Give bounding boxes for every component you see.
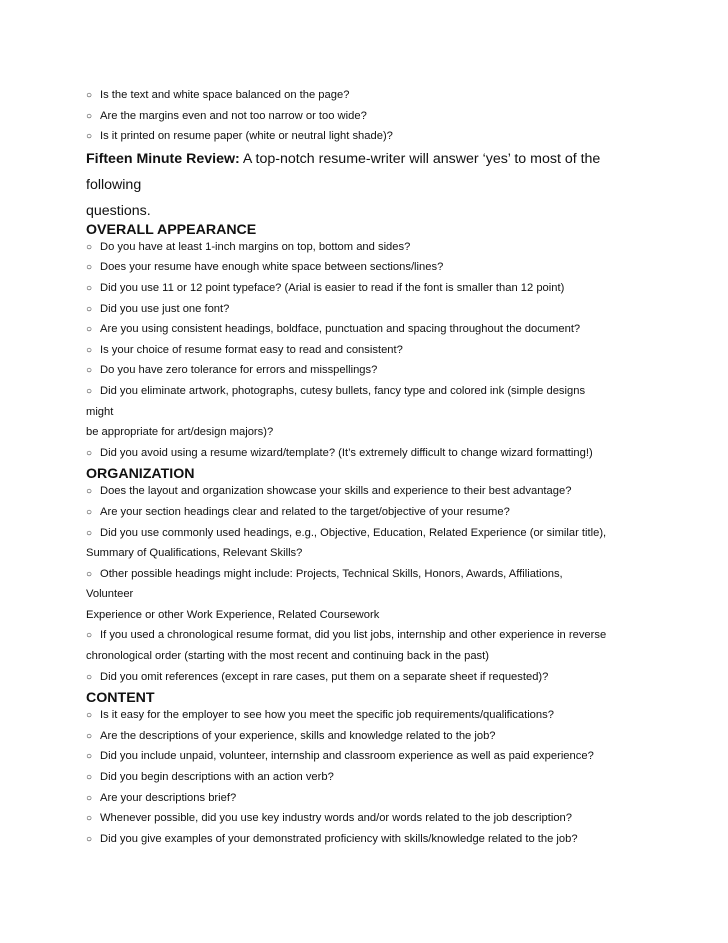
list-item: ○ Did you omit references (except in rare cases, put them on a separate sheet if requested)? <box>86 670 549 683</box>
list-item: ○ If you used a chronological resume format, did you list jobs, internship and other experience in reverse <box>86 629 607 642</box>
bullet-circle-icon: ○ <box>86 90 93 101</box>
bullet-circle-icon: ○ <box>86 486 93 498</box>
bullet-circle-icon: ○ <box>86 710 93 722</box>
bullet-circle-icon: ○ <box>86 813 93 825</box>
list-item: ○ Does the layout and organization showcase your skills and experience to their best advantage? <box>86 485 572 498</box>
review-text-cont: following <box>86 176 142 193</box>
list-item: ○ Are your descriptions brief? <box>86 791 237 804</box>
list-item-continuation: be appropriate for art/design majors)? <box>86 426 274 439</box>
list-item-continuation: chronological order (starting with the most recent and continuing back in the past) <box>86 650 489 663</box>
section-overall-appearance <box>86 222 646 467</box>
list-item-continuation: Summary of Qualifications, Relevant Skills? <box>86 547 303 560</box>
list-item: ○ Did you avoid using a resume wizard/template? (It’s extremely difficult to change wizard formatting!) <box>86 446 593 459</box>
list-item-continuation: might <box>86 405 114 418</box>
bullet-circle-icon: ○ <box>86 671 93 683</box>
bullet-circle-icon: ○ <box>86 527 93 539</box>
list-item: ○ Is your choice of resume format easy to read and consistent? <box>86 343 403 356</box>
bullet-circle-icon: ○ <box>86 833 93 845</box>
bullet-circle-icon: ○ <box>86 324 93 336</box>
bullet-circle-icon: ○ <box>86 262 93 274</box>
bullet-circle-icon: ○ <box>86 131 93 143</box>
list-item: ○ Are you using consistent headings, boldface, punctuation and spacing throughout the document? <box>86 323 581 336</box>
list-item: ○ Are your section headings clear and related to the target/objective of your resume? <box>86 505 510 518</box>
bullet-circle-icon: ○ <box>86 344 93 356</box>
list-item-continuation: Volunteer <box>86 588 134 601</box>
list-item: ○ Did you include unpaid, volunteer, internship and classroom experience as well as paid experience? <box>86 750 594 763</box>
list-item-continuation: Experience or other Work Experience, Related Coursework <box>86 608 380 621</box>
bullet-circle-icon: ○ <box>86 730 93 742</box>
bullet-circle-icon: ○ <box>86 365 93 377</box>
bullet-circle-icon: ○ <box>86 241 93 253</box>
list-item: ○ Whenever possible, did you use key industry words and/or words related to the job description? <box>86 812 572 825</box>
bullet-circle-icon: ○ <box>86 772 93 784</box>
bullet-circle-icon: ○ <box>86 792 93 804</box>
list-item: ○ Did you use 11 or 12 point typeface? (Arial is easier to read if the font is smaller than 12 point) <box>86 281 565 294</box>
review-intro <box>86 150 646 222</box>
section-organization <box>86 466 646 690</box>
list-item: ○ Is the text and white space balanced on the page? <box>86 89 350 101</box>
list-item: ○ Did you eliminate artwork, photographs, cutesy bullets, fancy type and colored ink (simple designs <box>86 384 586 397</box>
section-heading: ORGANIZATION <box>86 466 195 483</box>
list-item: ○ Are the margins even and not too narrow or too wide? <box>86 109 367 122</box>
section-heading: CONTENT <box>86 690 155 707</box>
bullet-circle-icon: ○ <box>86 303 93 315</box>
list-item: ○ Did you use commonly used headings, e.g., Objective, Education, Related Experience (or similar title), <box>86 526 607 539</box>
intro-checklist <box>86 88 646 150</box>
section-content <box>86 690 646 852</box>
list-item: ○ Other possible headings might include: Projects, Technical Skills, Honors, Awards, Affiliations, <box>86 567 563 580</box>
bullet-circle-icon: ○ <box>86 751 93 763</box>
bullet-circle-icon: ○ <box>86 447 93 459</box>
review-label: Fifteen Minute Review: <box>86 150 240 167</box>
bullet-circle-icon: ○ <box>86 506 93 518</box>
document-page <box>86 88 646 852</box>
list-item: ○ Did you begin descriptions with an action verb? <box>86 771 334 784</box>
list-item: ○ Is it easy for the employer to see how you meet the specific job requirements/qualifications? <box>86 709 554 722</box>
list-item: ○ Did you give examples of your demonstrated proficiency with skills/knowledge related to the job? <box>86 832 578 845</box>
bullet-circle-icon: ○ <box>86 385 93 397</box>
list-item: ○ Do you have at least 1-inch margins on top, bottom and sides? <box>86 240 411 253</box>
bullet-circle-icon: ○ <box>86 110 93 122</box>
bullet-circle-icon: ○ <box>86 630 93 642</box>
list-item: ○ Did you use just one font? <box>86 302 230 315</box>
section-heading: OVERALL APPEARANCE <box>86 221 257 238</box>
review-text: A top-notch resume-writer will answer ‘yes’ to most of the <box>239 150 601 167</box>
list-item: ○ Are the descriptions of your experience, skills and knowledge related to the job? <box>86 729 496 742</box>
review-text-cont: questions. <box>86 202 151 219</box>
list-item: ○ Do you have zero tolerance for errors and misspellings? <box>86 364 378 377</box>
list-item: ○ Is it printed on resume paper (white or neutral light shade)? <box>86 130 393 143</box>
list-item: ○ Does your resume have enough white space between sections/lines? <box>86 261 444 274</box>
bullet-circle-icon: ○ <box>86 282 93 294</box>
bullet-circle-icon: ○ <box>86 568 93 580</box>
